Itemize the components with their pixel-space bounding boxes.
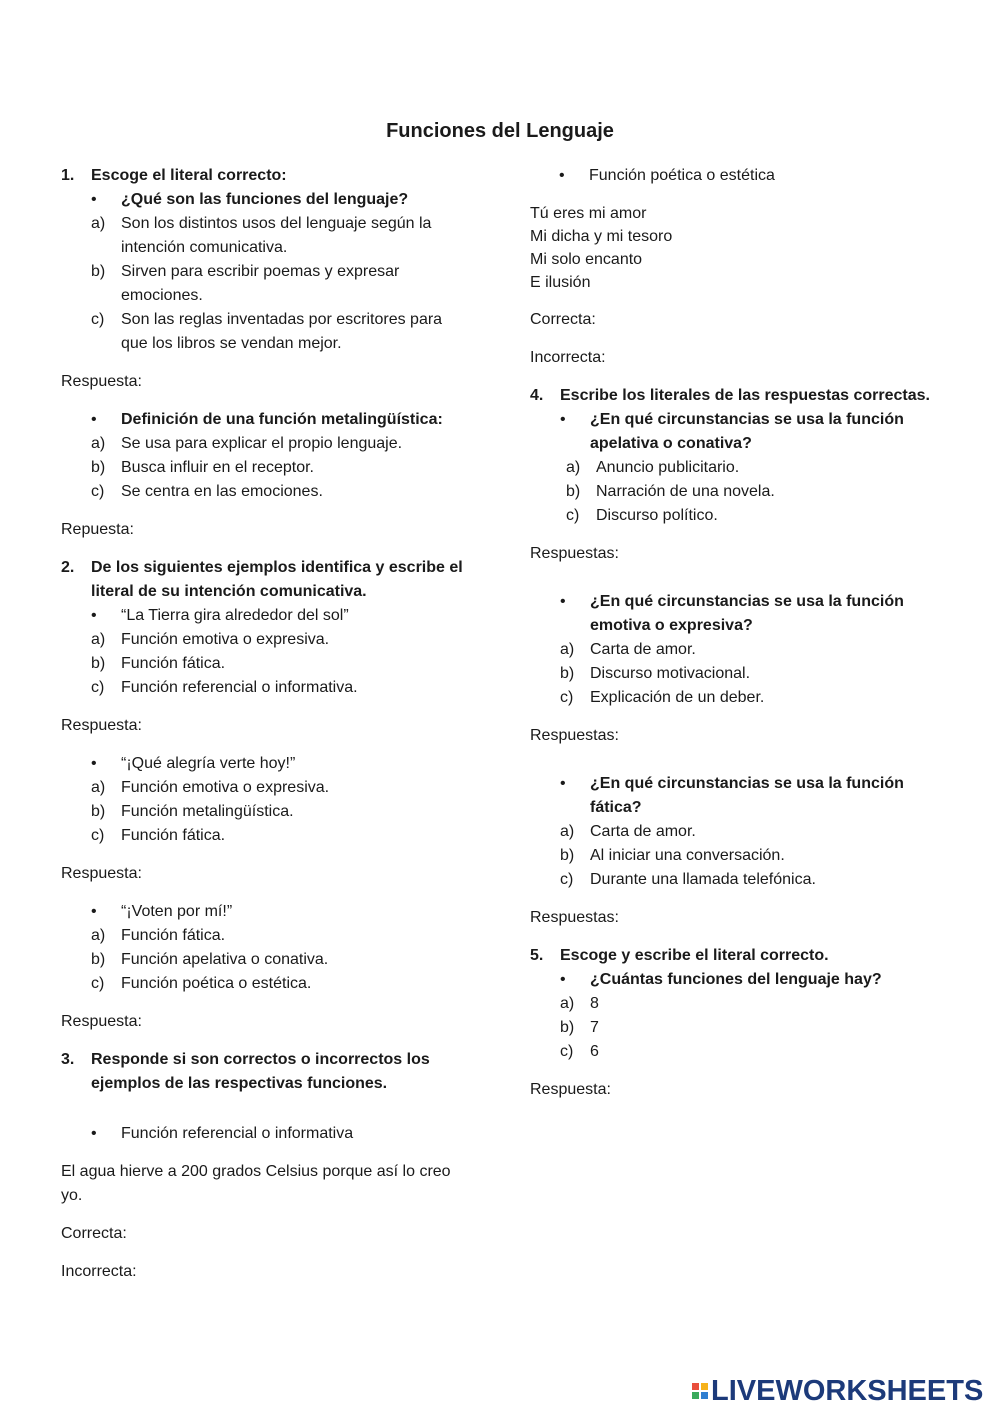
example-text: “¡Voten por mí!” bbox=[121, 903, 233, 920]
option-literal: a) bbox=[91, 779, 106, 796]
option-literal: c) bbox=[91, 679, 105, 696]
example-item bbox=[61, 900, 471, 924]
option-literal: c) bbox=[560, 689, 574, 706]
example-item bbox=[61, 752, 471, 776]
bullet-icon: • bbox=[91, 1125, 97, 1142]
option-literal: c) bbox=[91, 311, 105, 328]
option-literal: b) bbox=[560, 665, 575, 682]
option-text: Se centra en las emociones. bbox=[121, 483, 323, 500]
bullet-icon: • bbox=[91, 607, 97, 624]
option-item bbox=[61, 824, 471, 848]
option-item bbox=[61, 212, 471, 260]
question-text: Escoge y escribe el literal correcto. bbox=[560, 947, 829, 964]
question-number: 3. bbox=[61, 1051, 75, 1068]
correct-answer-field[interactable]: Correcta: bbox=[61, 1225, 127, 1242]
option-literal: a) bbox=[91, 631, 106, 648]
answer-field[interactable]: Respuesta: bbox=[61, 1013, 142, 1030]
example-item bbox=[61, 604, 471, 628]
option-literal: c) bbox=[560, 871, 574, 888]
option-literal: c) bbox=[566, 507, 580, 524]
sub-question bbox=[61, 188, 471, 212]
logo-square-blue bbox=[701, 1392, 708, 1399]
option-text: 8 bbox=[590, 995, 599, 1012]
question-text: De los siguientes ejemplos identifica y escribe el literal de su intención comunicativa. bbox=[91, 559, 463, 600]
correct-answer-field[interactable]: Correcta: bbox=[530, 311, 596, 328]
sub-question-text: Definición de una función metalingüística: bbox=[121, 411, 443, 428]
incorrect-answer-field[interactable]: Incorrecta: bbox=[530, 349, 606, 366]
liveworksheets-logo-icon bbox=[692, 1383, 708, 1399]
option-item bbox=[61, 260, 471, 308]
option-literal: c) bbox=[91, 975, 105, 992]
option-text: Son las reglas inventadas por escritores para que los libros se vendan mejor. bbox=[121, 311, 443, 352]
answer-field[interactable]: Respuesta: bbox=[61, 373, 142, 390]
option-item bbox=[61, 676, 471, 700]
function-item bbox=[61, 1122, 471, 1146]
function-item bbox=[529, 164, 950, 188]
option-literal: c) bbox=[560, 1043, 574, 1060]
sub-question-text: ¿Cuántas funciones del lenguaje hay? bbox=[590, 971, 882, 988]
answer-field[interactable]: Respuestas: bbox=[530, 727, 619, 744]
question-3-heading bbox=[61, 1048, 471, 1096]
option-text: Se usa para explicar el propio lenguaje. bbox=[121, 435, 403, 452]
bullet-icon: • bbox=[560, 775, 566, 792]
option-literal: b) bbox=[91, 803, 106, 820]
sub-question-text: ¿En qué circunstancias se usa la función emotiva o expresiva? bbox=[590, 593, 904, 634]
option-item bbox=[61, 456, 471, 480]
option-literal: b) bbox=[91, 459, 106, 476]
poem-line: E ilusión bbox=[530, 274, 591, 291]
option-item bbox=[61, 800, 471, 824]
sub-question-text: ¿En qué circunstancias se usa la función fática? bbox=[590, 775, 904, 816]
option-text: 6 bbox=[590, 1043, 599, 1060]
logo-square-green bbox=[692, 1392, 699, 1399]
sub-question bbox=[530, 590, 950, 638]
option-text: Función apelativa o conativa. bbox=[121, 951, 329, 968]
option-literal: c) bbox=[91, 827, 105, 844]
function-name: Función referencial o informativa bbox=[121, 1125, 354, 1142]
option-text: Función emotiva o expresiva. bbox=[121, 779, 330, 796]
bullet-icon: • bbox=[91, 191, 97, 208]
option-text: Anuncio publicitario. bbox=[596, 459, 740, 476]
option-literal: a) bbox=[566, 459, 581, 476]
option-item bbox=[61, 628, 471, 652]
liveworksheets-logo[interactable] bbox=[692, 1374, 983, 1408]
option-item bbox=[536, 456, 950, 480]
option-literal: b) bbox=[560, 1019, 575, 1036]
option-item bbox=[61, 432, 471, 456]
option-item bbox=[61, 480, 471, 504]
poem-line: Mi solo encanto bbox=[530, 251, 643, 268]
incorrect-answer-field[interactable]: Incorrecta: bbox=[61, 1263, 137, 1280]
bullet-icon: • bbox=[560, 411, 566, 428]
option-item bbox=[61, 948, 471, 972]
answer-field[interactable]: Respuesta: bbox=[61, 717, 142, 734]
option-item bbox=[61, 308, 471, 356]
answer-field[interactable]: Respuestas: bbox=[530, 545, 619, 562]
bullet-icon: • bbox=[560, 971, 566, 988]
left-column bbox=[61, 164, 471, 1298]
option-literal: a) bbox=[91, 927, 106, 944]
sub-question-text: ¿En qué circunstancias se usa la función apelativa o conativa? bbox=[590, 411, 904, 452]
option-text: Explicación de un deber. bbox=[590, 689, 765, 706]
example-text: “¡Qué alegría verte hoy!” bbox=[121, 755, 296, 772]
option-item bbox=[530, 820, 950, 844]
option-literal: b) bbox=[91, 263, 106, 280]
option-text: Durante una llamada telefónica. bbox=[590, 871, 816, 888]
option-literal: b) bbox=[91, 951, 106, 968]
sub-question-text: ¿Qué son las funciones del lenguaje? bbox=[121, 191, 409, 208]
answer-field[interactable]: Respuestas: bbox=[530, 909, 619, 926]
option-item bbox=[61, 972, 471, 996]
bullet-icon: • bbox=[91, 903, 97, 920]
option-text: Función emotiva o expresiva. bbox=[121, 631, 330, 648]
question-2-heading bbox=[61, 556, 471, 604]
question-number: 4. bbox=[530, 387, 544, 404]
option-text: Discurso político. bbox=[596, 507, 718, 524]
option-item bbox=[530, 844, 950, 868]
option-text: 7 bbox=[590, 1019, 599, 1036]
option-item bbox=[61, 776, 471, 800]
option-text: Función fática. bbox=[121, 827, 226, 844]
example-text: “La Tierra gira alrededor del sol” bbox=[121, 607, 349, 624]
option-literal: a) bbox=[91, 435, 106, 452]
poem-block bbox=[530, 202, 950, 294]
liveworksheets-logo-text: LIVEWORKSHEETS bbox=[711, 1374, 984, 1407]
option-literal: b) bbox=[566, 483, 581, 500]
option-text: Función fática. bbox=[121, 655, 226, 672]
question-1-heading bbox=[61, 164, 471, 188]
option-text: Discurso motivacional. bbox=[590, 665, 751, 682]
bullet-icon: • bbox=[91, 755, 97, 772]
answer-field[interactable]: Respuesta: bbox=[61, 865, 142, 882]
option-item bbox=[530, 1040, 950, 1064]
option-item bbox=[536, 504, 950, 528]
question-text: Escoge el literal correcto: bbox=[91, 167, 287, 184]
function-name: Función poética o estética bbox=[589, 167, 775, 184]
logo-square-red bbox=[692, 1383, 699, 1390]
option-item bbox=[61, 652, 471, 676]
option-text: Al iniciar una conversación. bbox=[590, 847, 785, 864]
option-literal: a) bbox=[560, 823, 575, 840]
option-text: Función metalingüística. bbox=[121, 803, 294, 820]
option-item bbox=[530, 686, 950, 710]
option-item bbox=[530, 868, 950, 892]
bullet-icon: • bbox=[559, 167, 565, 184]
question-number: 1. bbox=[61, 167, 75, 184]
bullet-icon: • bbox=[91, 411, 97, 428]
answer-field[interactable]: Respuesta: bbox=[530, 1081, 611, 1098]
option-text: Sirven para escribir poemas y expresar emociones. bbox=[121, 263, 400, 304]
option-item bbox=[530, 662, 950, 686]
question-number: 2. bbox=[61, 559, 75, 576]
answer-field[interactable]: Repuesta: bbox=[61, 521, 134, 538]
option-item bbox=[536, 480, 950, 504]
option-item bbox=[61, 924, 471, 948]
poem-line: Mi dicha y mi tesoro bbox=[530, 228, 673, 245]
question-text: Responde si son correctos o incorrectos los ejemplos de las respectivas funciones. bbox=[91, 1051, 430, 1092]
option-literal: b) bbox=[560, 847, 575, 864]
option-text: Función referencial o informativa. bbox=[121, 679, 358, 696]
option-literal: c) bbox=[91, 483, 105, 500]
option-text: Busca influir en el receptor. bbox=[121, 459, 314, 476]
option-literal: a) bbox=[560, 995, 575, 1012]
option-item bbox=[530, 1016, 950, 1040]
option-text: Carta de amor. bbox=[590, 823, 696, 840]
option-text: Carta de amor. bbox=[590, 641, 696, 658]
question-4-heading bbox=[530, 384, 950, 408]
bullet-icon: • bbox=[560, 593, 566, 610]
sub-question bbox=[530, 408, 950, 456]
option-item bbox=[530, 992, 950, 1016]
option-text: Función fática. bbox=[121, 927, 226, 944]
option-literal: a) bbox=[91, 215, 106, 232]
option-literal: a) bbox=[560, 641, 575, 658]
poem-line: Tú eres mi amor bbox=[530, 205, 647, 222]
question-text: Escribe los literales de las respuestas correctas. bbox=[560, 387, 930, 404]
sub-question bbox=[61, 408, 471, 432]
option-literal: b) bbox=[91, 655, 106, 672]
example-text: El agua hierve a 200 grados Celsius porque así lo creo yo. bbox=[61, 1163, 451, 1204]
question-number: 5. bbox=[530, 947, 544, 964]
question-5-heading bbox=[530, 944, 950, 968]
option-text: Narración de una novela. bbox=[596, 483, 775, 500]
page-title: Funciones del Lenguaje bbox=[386, 120, 614, 142]
sub-question bbox=[530, 772, 950, 820]
sub-question bbox=[530, 968, 950, 992]
option-item bbox=[530, 638, 950, 662]
right-column bbox=[530, 164, 950, 1116]
logo-square-yellow bbox=[701, 1383, 708, 1390]
option-text: Función poética o estética. bbox=[121, 975, 312, 992]
option-text: Son los distintos usos del lenguaje según la intención comunicativa. bbox=[121, 215, 432, 256]
